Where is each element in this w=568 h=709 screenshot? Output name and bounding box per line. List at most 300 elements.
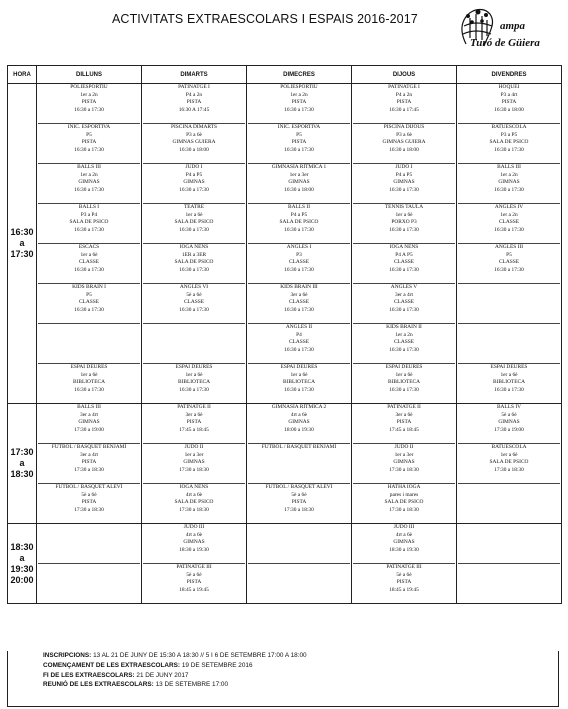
activity-place: GIMNÀS	[393, 179, 415, 186]
activity-grades: 1er a 2n	[80, 171, 98, 178]
activity-name: IOGA NENS	[179, 484, 209, 490]
activity-time: 17:30 a 19:00	[494, 427, 524, 434]
footer-line	[43, 651, 558, 661]
activity-entry	[248, 124, 350, 164]
activity-name: BATUESCOLA	[491, 124, 527, 130]
activity-time: 16:30 a 17:30	[284, 227, 314, 234]
activity-time: 18:30 a 19:30	[179, 547, 209, 554]
activity-time: 16:30 a 17:30	[284, 387, 314, 394]
activity-time: 16:30 a 17:30	[494, 147, 524, 154]
activity-entry	[458, 84, 560, 124]
activity-time: 16:30 a 18:00	[389, 147, 419, 154]
activity-entry	[248, 484, 350, 523]
activity-grades: P4 A P5	[395, 251, 413, 258]
activity-place: CLASSE	[288, 299, 310, 306]
activity-place: GIMNÀS	[498, 179, 520, 186]
activity-grades: 4rt a 6è	[185, 531, 203, 538]
activity-time: 16:30 a 17:30	[179, 267, 209, 274]
activity-name: ANGLÈS IV	[494, 204, 524, 210]
activity-time: 16:30 a 17:30	[389, 307, 419, 314]
activity-name: ANGLÈS III	[495, 244, 523, 250]
activity-time: 16:30 a 17:30	[284, 267, 314, 274]
activity-name: TENNIS TAULA	[384, 204, 424, 210]
activity-place: PISTA	[186, 579, 202, 586]
activity-grades: 5è a 6è	[186, 291, 202, 298]
activity-time: 16:30 a 17:30	[179, 387, 209, 394]
activity-name: PISCINA DIJOUS	[383, 124, 425, 130]
activity-grades: P5	[86, 291, 92, 298]
hour-label: 17:30	[10, 447, 34, 457]
activity-name: HATHA IOGA	[387, 484, 421, 490]
activity-grades: 1er a 6è	[185, 211, 203, 218]
activity-name: INIC. ESPORTIVA	[277, 124, 321, 130]
activity-place: GIMNÀS	[183, 459, 205, 466]
activity-entry	[248, 204, 350, 244]
activity-place: PISTA	[291, 139, 307, 146]
activity-name: PATINATGE I	[178, 84, 210, 90]
activity-name: BALLS II	[287, 204, 310, 210]
activity-place: PISTA	[81, 459, 97, 466]
activity-name: BALLS III	[497, 164, 521, 170]
activity-grades: P4 a P5	[185, 171, 203, 178]
empty-slot	[143, 324, 245, 364]
activity-place: SALA DE PSICO	[279, 219, 319, 226]
activity-entry	[248, 84, 350, 124]
activity-place: CLASSE	[393, 299, 415, 306]
activity-entry	[353, 84, 455, 124]
activity-name: PATINATGE II	[387, 404, 421, 410]
day-cell	[352, 404, 457, 524]
day-cell	[247, 84, 352, 404]
activity-entry	[248, 164, 350, 204]
activity-grades: 1er a 6è	[395, 211, 413, 218]
day-cell	[37, 524, 142, 604]
activity-entry	[353, 244, 455, 284]
col-header-dijous: DIJOUS	[352, 66, 457, 84]
activity-grades: 1er a 2n	[395, 331, 413, 338]
activity-time: 16:30 a 17:30	[74, 107, 104, 114]
activity-place: GIMNÀS	[393, 459, 415, 466]
activity-grades: 3er a 6è	[185, 411, 203, 418]
activity-entry	[38, 124, 140, 164]
activity-place: CLASSE	[183, 299, 205, 306]
activity-place: PISTA	[291, 499, 307, 506]
day-cell	[352, 524, 457, 604]
activity-entry	[458, 404, 560, 444]
activity-time: 17:30 a 18:30	[179, 467, 209, 474]
activity-time: 16:30 a 17:30	[74, 187, 104, 194]
activity-name: BATUESCOLA	[491, 444, 527, 450]
activity-place: GIMNÀS	[78, 179, 100, 186]
hour-label: a	[19, 238, 25, 248]
activity-place: PISTA	[396, 419, 412, 426]
activity-time: 16:30 a 17:30	[494, 227, 524, 234]
activity-name: BALLS I	[78, 204, 100, 210]
activity-grades: P4 a P5	[395, 171, 413, 178]
activity-entry	[38, 204, 140, 244]
activity-place: GIMNÀS	[498, 419, 520, 426]
activity-entry	[248, 244, 350, 284]
activity-place: BIBLIOTECA	[492, 379, 526, 386]
activity-name: JUDO III	[183, 524, 205, 530]
hour-label: a	[19, 552, 25, 563]
activity-name: ESPAI DEURES	[175, 364, 213, 370]
activity-name: IOGA NENS	[179, 244, 209, 250]
activity-grades: P4 a 2n	[395, 91, 413, 98]
activity-entry	[143, 524, 245, 564]
activity-grades: 1er a 2n	[80, 91, 98, 98]
activity-entry	[143, 164, 245, 204]
activity-place: CLASSE	[393, 259, 415, 266]
activity-place: GIMNÀS	[288, 179, 310, 186]
page-title: ACTIVITATS EXTRAESCOLARS I ESPAIS 2016-2017	[112, 12, 418, 26]
activity-time: 16:30 a 17:30	[284, 107, 314, 114]
activity-entry	[38, 244, 140, 284]
activity-grades: P3 a 4rt	[500, 91, 518, 98]
activity-grades: 5è a 6è	[396, 571, 412, 578]
activity-name: BALLS III	[77, 164, 101, 170]
activity-entry	[248, 284, 350, 324]
empty-slot	[38, 324, 140, 364]
activity-entry	[143, 564, 245, 603]
activity-grades: P4	[296, 331, 302, 338]
activity-time: 17:30 a 18:30	[284, 507, 314, 514]
hour-label: a	[19, 458, 25, 468]
activity-time: 18:00 a 19:30	[284, 427, 314, 434]
empty-slot	[248, 524, 350, 564]
activity-name: GIMNASIA RÍTMICA 2	[271, 404, 327, 410]
activity-name: FUTBOL / BÀSQUET ALEVÍ	[55, 484, 123, 490]
activity-entry	[458, 244, 560, 284]
activity-name: PATINATGE III	[176, 564, 212, 570]
activity-time: 17:30 a 19:00	[74, 427, 104, 434]
col-header-divendres: DIVENDRES	[457, 66, 562, 84]
day-cell	[247, 404, 352, 524]
activity-grades: 4rt a 6è	[290, 411, 308, 418]
activity-place: PISTA	[186, 419, 202, 426]
activity-place: SALA DE PSICO	[489, 459, 529, 466]
activity-entry	[458, 364, 560, 403]
activity-time: 16:30 a 17:30	[74, 147, 104, 154]
day-cell	[457, 84, 562, 404]
activity-entry	[353, 204, 455, 244]
activity-entry	[353, 404, 455, 444]
activity-place: CLASSE	[393, 339, 415, 346]
footer-label: COMENÇAMENT DE LES EXTRAESCOLARS:	[43, 661, 181, 669]
activity-time: 17:30 a 18:30	[179, 507, 209, 514]
activity-entry	[353, 324, 455, 364]
activity-time: 16:30 a 17:30	[494, 267, 524, 274]
activity-grades: P3 a P5	[500, 131, 518, 138]
activity-name: ANGLÈS V	[390, 284, 418, 290]
activity-entry	[458, 204, 560, 244]
activity-name: ANGLÈS I	[286, 244, 312, 250]
activity-place: SALA DE PSICO	[174, 499, 214, 506]
activity-grades: 1er a 3er	[394, 451, 414, 458]
activity-time: 16:30 a 17:30	[284, 307, 314, 314]
activity-place: BIBLIOTECA	[72, 379, 106, 386]
day-cell	[142, 524, 247, 604]
activity-place: SALA DE PSICO	[174, 259, 214, 266]
footer-label: INSCRIPCIONS:	[43, 652, 92, 659]
day-cell	[247, 524, 352, 604]
activity-entry	[143, 124, 245, 164]
activity-grades: 4rt a 6è	[395, 531, 413, 538]
time-block-row	[8, 84, 562, 404]
activity-grades: 3er a 6è	[395, 411, 413, 418]
activity-time: 18:30 a 19:30	[389, 547, 419, 554]
activity-place: PISTA	[501, 99, 517, 106]
activity-grades: P3 a 6è	[396, 131, 412, 138]
activity-time: 16:30 a 17:30	[389, 387, 419, 394]
activity-place: PISTA	[81, 139, 97, 146]
activity-name: FUTBOL / BÀSQUET ALEVÍ	[265, 484, 333, 490]
activity-grades: 1ER a 3ER	[181, 251, 207, 258]
activity-grades: 1er a 2n	[290, 91, 308, 98]
activity-time: 16:30 a 17:45	[389, 107, 419, 114]
logo-ampa-text: ampa	[500, 20, 526, 32]
activity-place: PISTA	[81, 499, 97, 506]
activity-grades: P5	[296, 131, 302, 138]
activity-grades: 4rt a 6è	[185, 491, 203, 498]
activity-entry	[353, 164, 455, 204]
activity-time: 16:30 a 17:30	[74, 227, 104, 234]
activity-place: PORXO P3	[391, 219, 417, 226]
activity-time: 17:30 a 18:30	[74, 507, 104, 514]
activity-name: BALLS IV	[496, 404, 522, 410]
activity-time: 17:30 a 18:30	[74, 467, 104, 474]
activity-name: JUDO I	[185, 164, 203, 170]
activity-time: 16:30 a 17:30	[494, 187, 524, 194]
activity-entry	[38, 484, 140, 523]
activity-place: GIMNÀS GUIERA	[172, 139, 216, 146]
time-block-row	[8, 524, 562, 604]
activity-name: ESPAI DEURES	[280, 364, 318, 370]
empty-slot	[458, 524, 560, 564]
activity-time: 18:45 a 19:45	[179, 587, 209, 594]
activity-place: PISTA	[81, 99, 97, 106]
activity-name: POLIESPORTIU	[280, 84, 318, 90]
activity-grades: P4 a 2n	[185, 91, 203, 98]
activity-entry	[248, 404, 350, 444]
activity-entry	[38, 404, 140, 444]
activity-place: GIMNÀS GUIERA	[382, 139, 426, 146]
hour-cell	[8, 404, 37, 524]
hour-cell	[8, 84, 37, 404]
activity-grades: P5	[506, 251, 512, 258]
activity-entry	[38, 444, 140, 484]
activity-name: GIMNASIA RÍTMICA 1	[271, 164, 327, 170]
activity-place: CLASSE	[288, 259, 310, 266]
activity-place: CLASSE	[498, 219, 520, 226]
day-cell	[352, 84, 457, 404]
activity-entry	[38, 164, 140, 204]
activity-name: BALLS III	[77, 404, 101, 410]
activity-name: ESPAI DEURES	[70, 364, 108, 370]
activity-place: SALA DE PSICO	[384, 499, 424, 506]
activity-place: CLASSE	[78, 299, 100, 306]
hour-label: 17:30	[10, 249, 34, 259]
footer-label: FI DE LES EXTRAESCOLARS:	[43, 671, 135, 679]
activity-entry	[458, 164, 560, 204]
time-block-row	[8, 404, 562, 524]
activity-entry	[353, 444, 455, 484]
activity-grades: 1er a 6è	[80, 251, 98, 258]
activity-time: 16:30 a 17:30	[389, 267, 419, 274]
activity-time: 17:30 a 18:30	[389, 467, 419, 474]
empty-slot	[458, 484, 560, 523]
activity-name: JUDO I	[395, 164, 413, 170]
footer-value: 13 AL 21 DE JUNY DE 15:30 A 18:30 // 5 I 6 DE SETEMBRE 17:00 A 18:00	[91, 652, 307, 659]
activity-place: SALA DE PSICO	[69, 219, 109, 226]
activity-entry	[353, 484, 455, 523]
activity-grades: 1er a 6è	[395, 371, 413, 378]
empty-slot	[458, 284, 560, 324]
activity-time: 16:30 A 17:45	[178, 107, 210, 114]
day-cell	[457, 404, 562, 524]
activity-grades: 3er a 4rt	[80, 411, 98, 418]
activity-time: 16:30 a 17:30	[74, 387, 104, 394]
activity-grades: 1er a 6è	[500, 451, 518, 458]
activity-name: KIDS BRAIN I	[72, 284, 106, 290]
activity-place: GIMNÀS	[78, 419, 100, 426]
activity-place: PISTA	[396, 99, 412, 106]
empty-slot	[248, 564, 350, 603]
activity-place: GIMNÀS	[393, 539, 415, 546]
activity-name: ESCACS	[78, 244, 100, 250]
activity-grades: 1er a 3er	[184, 451, 204, 458]
activity-grades: 1er a 6è	[500, 371, 518, 378]
activity-time: 16:30 a 17:30	[494, 387, 524, 394]
activity-time: 16:30 a 17:30	[179, 307, 209, 314]
activity-entry	[248, 444, 350, 484]
activity-grades: pares i mares	[389, 491, 419, 498]
activity-name: KIDS BRAIN III	[280, 284, 318, 290]
logo-school-text: Turó de Güiera	[470, 37, 540, 49]
activity-name: JUDO II	[394, 444, 414, 450]
activity-entry	[143, 364, 245, 403]
activity-place: PISTA	[186, 99, 202, 106]
activity-name: HOQUEI	[498, 84, 520, 90]
empty-slot	[38, 564, 140, 603]
activity-entry	[143, 84, 245, 124]
day-cell	[37, 404, 142, 524]
activity-time: 16:30 a 17:30	[74, 307, 104, 314]
activity-place: GIMNÀS	[288, 419, 310, 426]
activity-entry	[38, 364, 140, 403]
activity-time: 17:30 a 18:30	[494, 467, 524, 474]
activity-time: 17:45 a 18:45	[389, 427, 419, 434]
activity-time: 16:30 a 17:30	[74, 267, 104, 274]
footer-value: 19 DE SETEMBRE 2016	[180, 661, 253, 669]
activity-place: BIBLIOTECA	[282, 379, 316, 386]
activity-grades: 3er a 4rt	[395, 291, 413, 298]
activity-time: 16:30 a 18:00	[179, 147, 209, 154]
activity-name: PISCINA DIMARTS	[171, 124, 217, 130]
activity-grades: P5	[86, 131, 92, 138]
activity-grades: 1er a 3er	[289, 171, 309, 178]
hour-label: 18:30	[10, 541, 34, 552]
footer-line	[43, 680, 558, 690]
activity-grades: 1er a 6è	[290, 371, 308, 378]
activity-place: CLASSE	[78, 259, 100, 266]
col-header-hora: HORA	[8, 66, 37, 84]
activity-entry	[248, 324, 350, 364]
activity-time: 16:30 a 17:30	[284, 147, 314, 154]
activity-entry	[458, 124, 560, 164]
activity-place: PISTA	[396, 579, 412, 586]
activity-time: 16:30 a 17:30	[179, 227, 209, 234]
activity-grades: 1er a 2n	[500, 171, 518, 178]
activity-name: FUTBOL / BÀSQUET BENJAMÍ	[51, 444, 127, 450]
footer-notes	[7, 651, 559, 707]
activity-grades: P3 a P4	[80, 211, 98, 218]
footer-label: REUNIÓ DE LES EXTRAESCOLARS:	[43, 681, 154, 689]
activity-time: 16:30 a 17:30	[179, 187, 209, 194]
empty-slot	[458, 564, 560, 603]
activity-time: 16:30 a 18:00	[284, 187, 314, 194]
activity-entry	[353, 524, 455, 564]
activity-place: SALA DE PSICO	[489, 139, 529, 146]
activity-entry	[458, 444, 560, 484]
activity-entry	[143, 404, 245, 444]
hour-label: 20:00	[10, 574, 34, 585]
activity-place: BIBLIOTECA	[177, 379, 211, 386]
activity-place: PISTA	[291, 99, 307, 106]
schedule-table	[7, 65, 562, 604]
activity-name: KIDS BRAIN II	[386, 324, 422, 330]
activity-entry	[353, 364, 455, 403]
activity-grades: 3er a 6è	[290, 291, 308, 298]
activity-entry	[353, 564, 455, 603]
col-header-dimarts: DIMARTS	[142, 66, 247, 84]
activity-entry	[143, 484, 245, 523]
day-cell	[142, 84, 247, 404]
activity-entry	[143, 444, 245, 484]
activity-place: GIMNÀS	[183, 539, 205, 546]
activity-place: BIBLIOTECA	[387, 379, 421, 386]
activity-place: CLASSE	[288, 339, 310, 346]
activity-entry	[143, 244, 245, 284]
activity-entry	[143, 284, 245, 324]
activity-grades: 3er a 4rt	[80, 451, 98, 458]
day-cell	[37, 84, 142, 404]
activity-entry	[353, 124, 455, 164]
day-cell	[142, 404, 247, 524]
activity-grades: 5è a 6è	[81, 491, 97, 498]
activity-name: ESPAI DEURES	[490, 364, 528, 370]
activity-grades: 5è a 6è	[186, 571, 202, 578]
activity-name: ANGLÈS VI	[179, 284, 209, 290]
col-header-dimecres: DIMECRES	[247, 66, 352, 84]
activity-name: JUDO II	[184, 444, 204, 450]
activity-name: ESPAI DEURES	[385, 364, 423, 370]
activity-entry	[38, 284, 140, 324]
footer-value: 21 DE JUNY 2017	[134, 671, 189, 679]
hour-cell	[8, 524, 37, 604]
activity-grades: P3	[296, 251, 302, 258]
activity-time: 17:45 a 18:45	[179, 427, 209, 434]
footer-line	[43, 661, 558, 671]
activity-entry	[248, 364, 350, 403]
activity-entry	[143, 204, 245, 244]
activity-grades: P3 a 6è	[186, 131, 202, 138]
activity-time: 16:30 a 17:30	[284, 347, 314, 354]
activity-place: SALA DE PSICO	[174, 219, 214, 226]
footer-line	[43, 671, 558, 681]
activity-place: CLASSE	[498, 259, 520, 266]
activity-name: TEATRE	[183, 204, 205, 210]
